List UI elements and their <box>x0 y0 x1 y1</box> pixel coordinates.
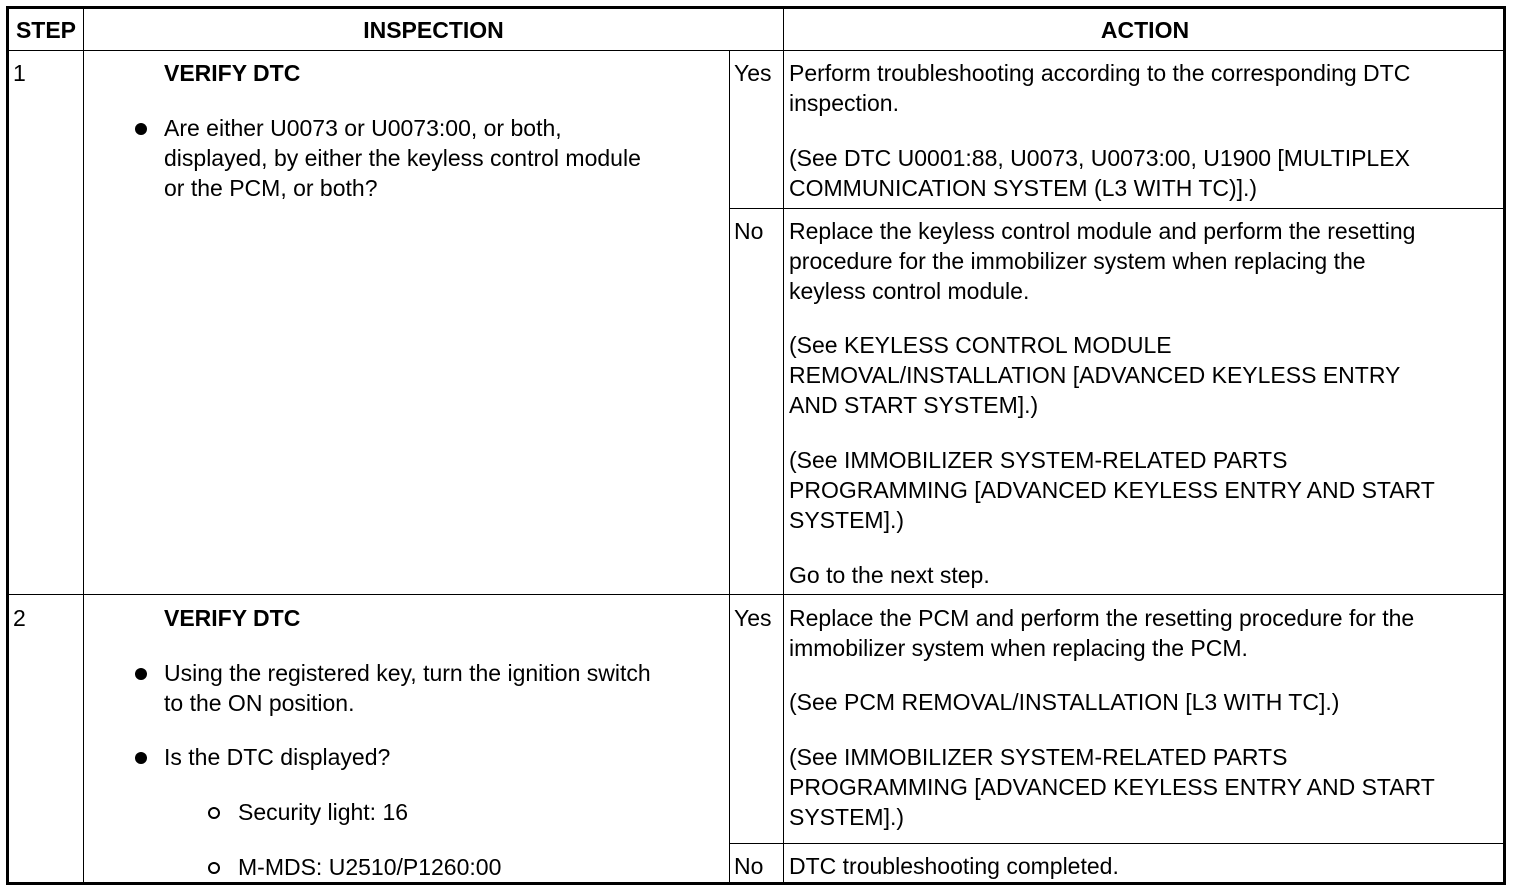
inspection-title: VERIFY DTC <box>164 605 301 631</box>
action-text: Perform troubleshooting according to the corresponding DTC <box>789 60 1411 86</box>
yes-label: Yes <box>734 605 772 631</box>
yes-label: Yes <box>734 60 772 86</box>
action-text: keyless control module. <box>789 278 1030 304</box>
inspection-text: Is the DTC displayed? <box>164 744 391 770</box>
sub-bullet-icon <box>208 862 220 874</box>
action-text: (See KEYLESS CONTROL MODULE <box>789 332 1172 358</box>
header-step: STEP <box>15 17 77 43</box>
no-label: No <box>734 218 764 244</box>
inspection-text: to the ON position. <box>164 690 355 716</box>
grid-line <box>9 594 1506 595</box>
sub-bullet-icon <box>208 807 220 819</box>
action-text: COMMUNICATION SYSTEM (L3 WITH TC)].) <box>789 175 1258 201</box>
inspection-subtext: M-MDS: U2510/P1260:00 <box>238 854 502 880</box>
action-text: (See IMMOBILIZER SYSTEM-RELATED PARTS <box>789 744 1288 770</box>
action-text: (See DTC U0001:88, U0073, U0073:00, U1900 [MULTIPLEX <box>789 145 1410 171</box>
troubleshooting-table <box>6 6 1506 885</box>
action-text: PROGRAMMING [ADVANCED KEYLESS ENTRY AND START <box>789 477 1435 503</box>
action-text: procedure for the immobilizer system when replacing the <box>789 248 1366 274</box>
action-text: (See IMMOBILIZER SYSTEM-RELATED PARTS <box>789 447 1288 473</box>
bullet-icon <box>135 752 147 764</box>
grid-line <box>729 843 1506 844</box>
header-action: ACTION <box>1100 17 1190 43</box>
action-text: PROGRAMMING [ADVANCED KEYLESS ENTRY AND START <box>789 774 1435 800</box>
action-text: REMOVAL/INSTALLATION [ADVANCED KEYLESS ENTRY <box>789 362 1401 388</box>
action-text: (See PCM REMOVAL/INSTALLATION [L3 WITH TC].) <box>789 689 1340 715</box>
inspection-title: VERIFY DTC <box>164 60 301 86</box>
inspection-text: Using the registered key, turn the ignition switch <box>164 660 651 686</box>
action-text: Go to the next step. <box>789 562 990 588</box>
grid-line <box>83 9 84 885</box>
no-label: No <box>734 853 764 879</box>
action-text: DTC troubleshooting completed. <box>789 853 1119 879</box>
bullet-icon <box>135 123 147 135</box>
step-number: 1 <box>13 60 26 86</box>
action-text: Replace the keyless control module and perform the resetting <box>789 218 1416 244</box>
action-text: immobilizer system when replacing the PCM. <box>789 635 1248 661</box>
grid-line <box>729 208 1506 209</box>
step-number: 2 <box>13 605 26 631</box>
action-text: Replace the PCM and perform the resetting procedure for the <box>789 605 1415 631</box>
inspection-subtext: Security light: 16 <box>238 799 409 825</box>
inspection-text: or the PCM, or both? <box>164 175 378 201</box>
action-text: AND START SYSTEM].) <box>789 392 1039 418</box>
action-text: SYSTEM].) <box>789 507 905 533</box>
header-inspection: INSPECTION <box>363 17 504 43</box>
bullet-icon <box>135 668 147 680</box>
inspection-text: Are either U0073 or U0073:00, or both, <box>164 115 562 141</box>
grid-line <box>783 9 784 885</box>
grid-line <box>729 51 730 885</box>
inspection-text: displayed, by either the keyless control module <box>164 145 641 171</box>
action-text: inspection. <box>789 90 899 116</box>
action-text: SYSTEM].) <box>789 804 905 830</box>
